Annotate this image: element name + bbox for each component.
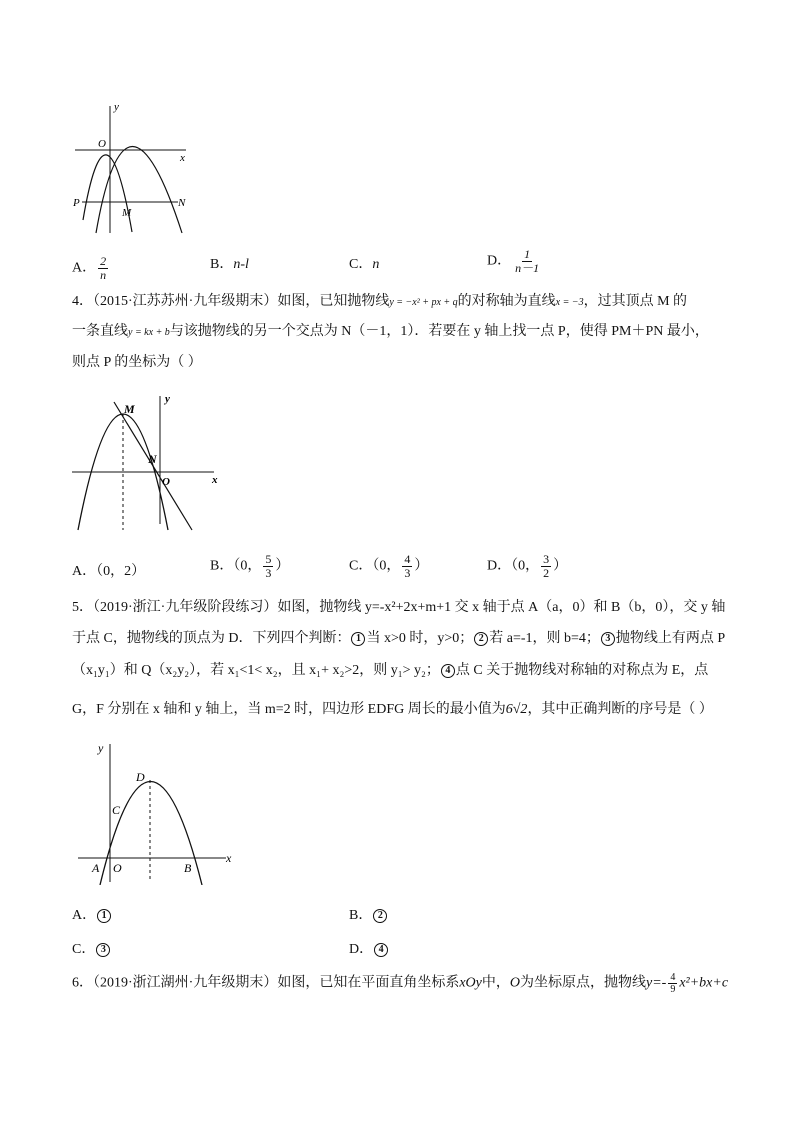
q4-line-3: [72, 353, 202, 373]
text: 中，: [481, 975, 510, 991]
fraction: [668, 972, 677, 995]
q3-figure: [70, 98, 195, 238]
label-d: D: [136, 770, 145, 784]
option-prefix: B．: [210, 257, 234, 272]
option-value: A．（0，2）: [72, 564, 146, 579]
fraction: [513, 248, 541, 275]
label-p: P: [73, 197, 80, 209]
label-m: M: [124, 402, 135, 416]
circled-number: 2: [474, 632, 488, 646]
option-prefix: C．（0，: [349, 558, 401, 574]
option-prefix: A．: [72, 260, 97, 276]
text: 若 a=-1，则 b=4；: [489, 631, 600, 646]
fraction: [541, 553, 551, 580]
option-prefix: B．: [349, 908, 373, 923]
text: 的对称轴为直线: [457, 294, 556, 309]
option-value: n-l: [233, 257, 249, 272]
q5-line-4: [72, 700, 713, 720]
q5-option-c: [72, 940, 111, 960]
option-prefix: D．: [487, 253, 512, 269]
q6-line-1: [72, 972, 728, 995]
label-x: x: [212, 474, 218, 486]
label-b: B: [184, 861, 192, 875]
math-expression: xOy: [459, 975, 482, 991]
label-y: y: [165, 393, 170, 405]
label-o: O: [162, 476, 170, 488]
fraction: [402, 553, 412, 580]
parabola-2: [96, 147, 182, 234]
option-prefix: D．: [349, 942, 374, 957]
q3-option-d: [487, 248, 543, 275]
fraction-numerator: 3: [543, 552, 550, 566]
text: 与该抛物线的另一个交点为 N（－1，1）．若要在 y 轴上找一点 P，使得 PM＋PN 最小，: [169, 324, 709, 339]
math-expression: y = −x² + px + q: [389, 297, 458, 308]
q4-line-1: [72, 292, 687, 313]
label-n: N: [178, 197, 186, 209]
option-value: n: [372, 257, 380, 272]
text: G，F 分别在 x 轴和 y 轴上，当 m=2 时，四边形 EDFG 周长的最小值为: [72, 702, 506, 717]
text: 5．（2019·浙江·九年级阶段练习）如图，抛物线 y=-x²+2x+m+1 交 x 轴于点 A（a，0）和 B（b，0），交 y 轴: [72, 600, 726, 615]
label-n: N: [148, 452, 157, 466]
q3-option-b: [210, 255, 249, 275]
option-prefix: C．: [72, 942, 96, 957]
q5-option-b: [349, 906, 388, 926]
q5-line-2: [72, 629, 725, 649]
fraction-denominator: 9: [670, 984, 676, 995]
label-m: M: [122, 207, 132, 219]
option-suffix: ）: [275, 558, 290, 574]
label-x: x: [180, 152, 185, 164]
circled-number: 2: [373, 909, 387, 923]
q4-figure: [68, 392, 228, 532]
option-prefix: B．（0，: [210, 558, 262, 574]
q5-option-d: [349, 940, 389, 960]
text: 点 C 关于抛物线对称轴的对称点为 E，点: [455, 663, 709, 678]
fraction-numerator: 2: [100, 254, 107, 268]
option-prefix: D．（0，: [487, 558, 540, 574]
text: 为坐标原点，抛物线: [520, 975, 646, 991]
label-x: x: [226, 851, 232, 865]
label-a: A: [92, 861, 100, 875]
q4-option-c: [349, 553, 428, 580]
fraction-denominator: 2: [543, 566, 550, 580]
fraction-denominator: n－1: [515, 261, 540, 275]
q3-option-a: [72, 255, 110, 282]
fraction-numerator: 1: [524, 247, 531, 261]
text: 6．（2019·浙江湖州·九年级期末）如图，已知在平面直角坐标系: [72, 975, 460, 991]
circled-number: 3: [96, 943, 110, 957]
math-expression: x²+bx+c: [679, 975, 729, 991]
text: ，过其顶点 M 的: [583, 294, 688, 309]
fraction-numerator: 4: [670, 972, 676, 983]
q5-figure: [76, 740, 241, 885]
label-o: O: [98, 138, 106, 150]
q3-option-c: [349, 255, 379, 275]
q4-option-b: [210, 553, 289, 580]
math-expression: O: [509, 975, 520, 991]
math-expression: y = kx + b: [128, 327, 170, 338]
text: ，其中正确判断的序号是（ ）: [527, 702, 713, 717]
fraction-numerator: 4: [404, 552, 411, 566]
label-c: C: [112, 803, 121, 817]
line-mn: [114, 402, 192, 530]
text: 则点 P 的坐标为（ ）: [72, 355, 202, 370]
circled-number: 1: [351, 632, 365, 646]
math-expression: 6√2: [505, 702, 528, 717]
label-o: O: [113, 861, 122, 875]
q4-line-2: [72, 322, 709, 343]
math-expression: y=-: [646, 975, 667, 991]
option-prefix: C．: [349, 257, 373, 272]
fraction-numerator: 5: [265, 552, 272, 566]
circled-number: 3: [601, 632, 615, 646]
text: 当 x>0 时，y>0；: [366, 631, 474, 646]
circled-number: 4: [374, 943, 388, 957]
option-prefix: A．: [72, 908, 97, 923]
circled-number: 4: [441, 664, 455, 678]
label-y: y: [114, 101, 119, 113]
text: 于点 C，抛物线的顶点为 D．下列四个判断：: [72, 631, 351, 646]
q4-option-a: [72, 562, 145, 582]
math-expression: x = −3: [555, 297, 584, 308]
fraction-denominator: 3: [265, 566, 272, 580]
text: 抛物线上有两点 P: [615, 631, 726, 646]
label-y: y: [98, 741, 104, 755]
q4-option-d: [487, 553, 567, 580]
fraction: [98, 255, 108, 282]
q5-line-3: [72, 661, 708, 681]
parabola-1: [83, 155, 132, 232]
option-suffix: ）: [553, 558, 568, 574]
fraction-denominator: 3: [404, 566, 411, 580]
q5-option-a: [72, 906, 112, 926]
circled-number: 1: [97, 909, 111, 923]
option-suffix: ）: [414, 558, 429, 574]
text: 4．（2015·江苏苏州·九年级期末）如图，已知抛物线: [72, 294, 390, 309]
fraction: [263, 553, 273, 580]
text: （x₁y₁）和 Q（x₂y₂），若 x₁<1< x₂，且 x₁+ x₂>2，则 y₁> y₂；: [72, 663, 440, 678]
fraction-denominator: n: [100, 268, 107, 282]
text: 一条直线: [72, 324, 128, 339]
q5-line-1: [72, 598, 725, 618]
